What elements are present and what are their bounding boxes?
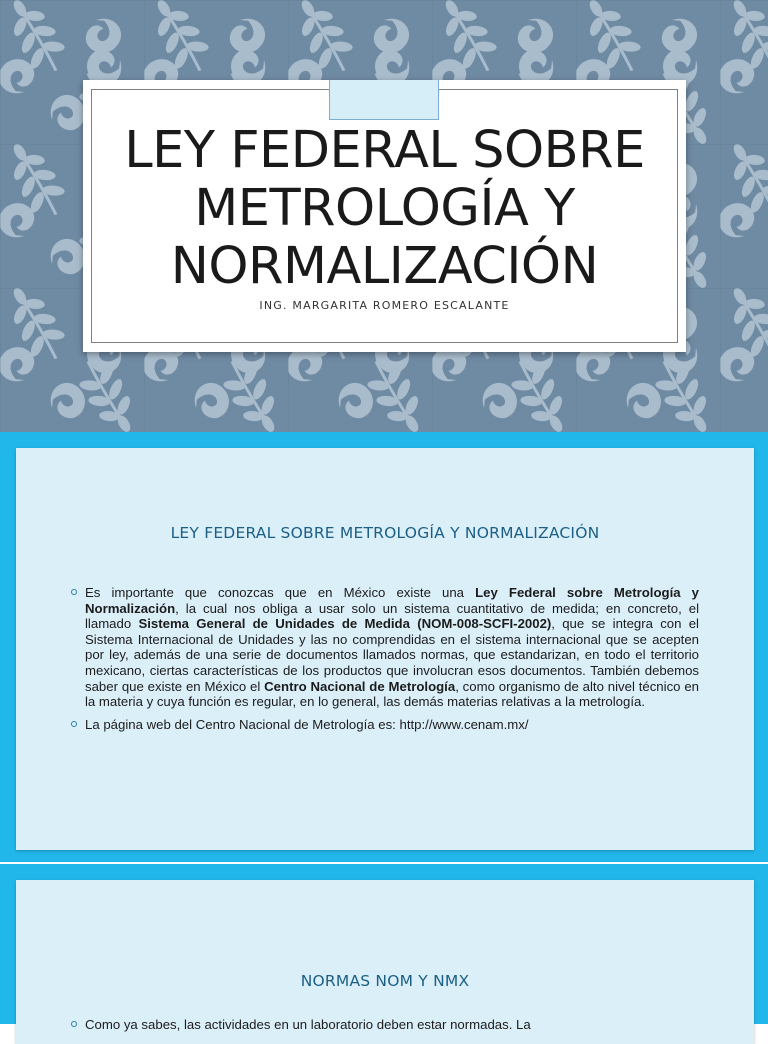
content-slide-ley-federal	[0, 432, 768, 864]
title-line-2: METROLOGÍA Y	[194, 179, 575, 238]
content-panel	[16, 448, 754, 850]
slide-title	[83, 122, 686, 296]
title-line-3: NORMALIZACIÓN	[170, 237, 599, 296]
bullet-list	[71, 585, 699, 739]
list-item	[71, 1017, 699, 1033]
content-panel	[16, 880, 754, 1044]
bullet-circle-icon	[71, 589, 77, 595]
bullet-text: , que se integra con el Sistema Internacional de Unidades y las no comprendidas en el sistema internacional que se acepten por ley, además de una serie de documentos llamados normas, que estandarizan, en todo el territorio mexicano, ciertas características de los productos que involucran esos documentos. También debemos saber que existe en México el	[85, 616, 699, 694]
title-card-tab	[329, 80, 439, 120]
author-name: ING. MARGARITA ROMERO ESCALANTE	[259, 299, 510, 312]
title-card	[83, 80, 686, 352]
bullet-list	[71, 1017, 699, 1040]
bullet-bold-text: Sistema General de Unidades de Medida (NOM-008-SCFI-2002)	[138, 616, 552, 632]
bullet-text: , como organismo de alto nivel técnico en la materia y cuya función es regular, en lo general, las demás materias relativas a la metrología.	[85, 678, 700, 710]
content-slide-normas	[0, 864, 768, 1032]
bullet-text: Es importante que conozcas que en México existe una	[85, 585, 476, 600]
bullet-circle-icon	[71, 1021, 77, 1027]
slide-heading: NORMAS NOM Y NMX	[300, 972, 470, 990]
bullet-circle-icon	[71, 721, 77, 727]
bullet-bold-text: Ley Federal sobre Metrología y Normalización	[85, 585, 699, 616]
bullet-text: , la cual nos obliga a usar solo un sistema cuantitativo de medida; en concreto, el llamado	[85, 600, 699, 632]
title-line-1: LEY FEDERAL SOBRE	[124, 121, 645, 180]
list-item	[71, 717, 699, 733]
bullet-text: Como ya sabes, las actividades en un laboratorio deben estar normadas. La	[85, 1017, 531, 1032]
list-item	[71, 585, 699, 710]
bullet-text: La página web del Centro Nacional de Metrología es: http://www.cenam.mx/	[85, 716, 529, 732]
title-slide	[0, 0, 768, 432]
bullet-bold-text: Centro Nacional de Metrología	[264, 678, 456, 694]
slide-heading: LEY FEDERAL SOBRE METROLOGÍA Y NORMALIZACIÓN	[170, 524, 600, 542]
